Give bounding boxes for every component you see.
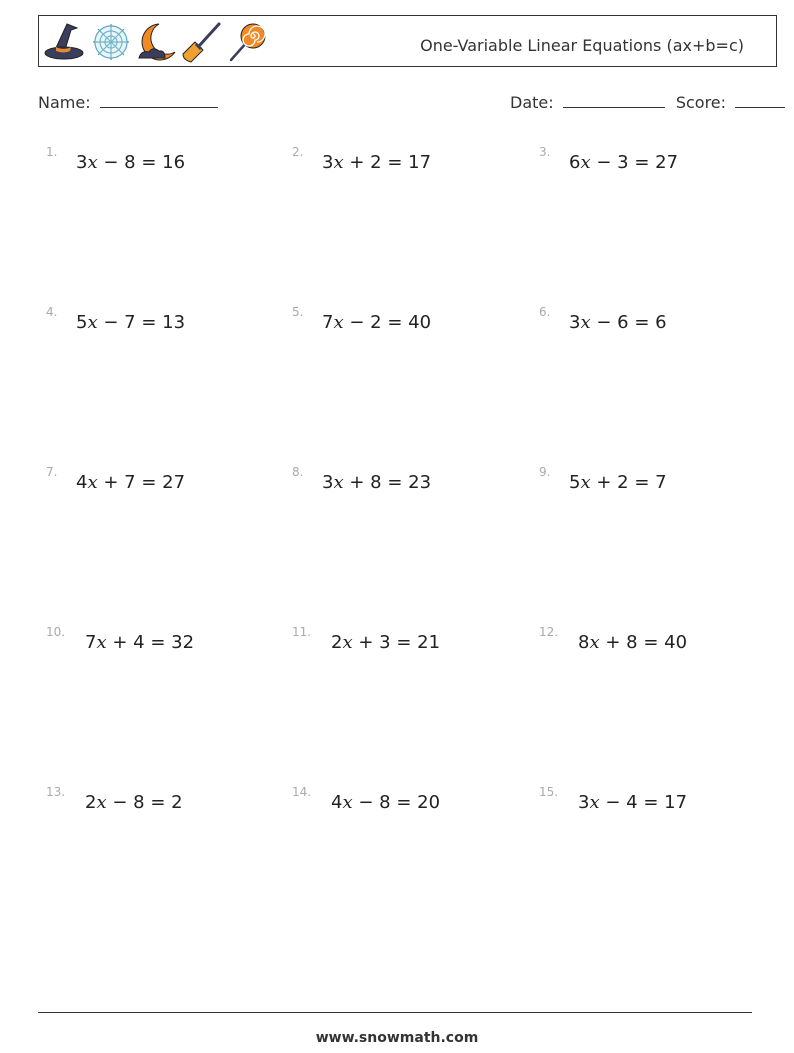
coefficient: 3 [578, 792, 590, 813]
variable: x [580, 312, 591, 333]
coefficient: 3 [322, 472, 334, 493]
problem-number: 2. [292, 145, 304, 159]
operator: − [596, 152, 612, 173]
problem-number: 14. [292, 785, 312, 799]
problem-number: 6. [539, 305, 551, 319]
problem-equation: 3x + 8 = 23 [322, 472, 432, 493]
variable: x [342, 632, 353, 653]
coefficient: 8 [578, 632, 590, 653]
footer-divider [38, 1012, 752, 1013]
result: 13 [162, 312, 186, 333]
constant: 8 [379, 792, 391, 813]
constant: 8 [626, 632, 638, 653]
operator: − [103, 312, 119, 333]
operator: + [349, 152, 365, 173]
date-blank[interactable] [563, 93, 665, 108]
constant: 8 [133, 792, 145, 813]
problem-number: 1. [46, 145, 58, 159]
constant: 4 [626, 792, 638, 813]
variable: x [589, 792, 600, 813]
lollipop-icon [225, 20, 269, 64]
problem-equation: 3x + 2 = 17 [322, 152, 432, 173]
result: 21 [417, 632, 441, 653]
variable: x [333, 472, 344, 493]
problem-equation: 5x − 7 = 13 [76, 312, 186, 333]
result: 6 [655, 312, 667, 333]
constant: 2 [370, 312, 382, 333]
problem-number: 12. [539, 625, 559, 639]
problem-equation: 6x − 3 = 27 [569, 152, 679, 173]
variable: x [87, 472, 98, 493]
variable: x [333, 152, 344, 173]
variable: x [580, 152, 591, 173]
result: 27 [655, 152, 679, 173]
result: 20 [417, 792, 441, 813]
coefficient: 6 [569, 152, 581, 173]
score-blank[interactable] [735, 93, 785, 108]
result: 7 [655, 472, 667, 493]
result: 16 [162, 152, 186, 173]
problem-number: 3. [539, 145, 551, 159]
problem-number: 10. [46, 625, 66, 639]
crescent-moon-icon [135, 20, 179, 64]
operator: + [103, 472, 119, 493]
constant: 4 [133, 632, 145, 653]
result: 27 [162, 472, 186, 493]
problem-number: 13. [46, 785, 66, 799]
constant: 3 [617, 152, 629, 173]
problem-equation: 3x − 6 = 6 [569, 312, 667, 333]
worksheet-header [38, 15, 777, 67]
problem-equation: 8x + 8 = 40 [578, 632, 688, 653]
constant: 7 [124, 472, 136, 493]
coefficient: 4 [76, 472, 88, 493]
result: 23 [408, 472, 432, 493]
problem-equation: 7x − 2 = 40 [322, 312, 432, 333]
broom-icon [179, 20, 223, 64]
problem-number: 4. [46, 305, 58, 319]
variable: x [96, 792, 107, 813]
problem-number: 7. [46, 465, 58, 479]
coefficient: 5 [76, 312, 88, 333]
coefficient: 2 [331, 632, 343, 653]
problem-equation: 3x − 4 = 17 [578, 792, 688, 813]
constant: 2 [617, 472, 629, 493]
operator: + [349, 472, 365, 493]
operator: − [349, 312, 365, 333]
witch-hat-icon [43, 20, 87, 64]
date-field [510, 93, 785, 112]
problem-equation: 4x + 7 = 27 [76, 472, 186, 493]
coefficient: 3 [322, 152, 334, 173]
name-field [38, 93, 218, 112]
variable: x [87, 152, 98, 173]
coefficient: 2 [85, 792, 97, 813]
operator: − [112, 792, 128, 813]
variable: x [333, 312, 344, 333]
problem-number: 8. [292, 465, 304, 479]
constant: 7 [124, 312, 136, 333]
variable: x [87, 312, 98, 333]
coefficient: 3 [76, 152, 88, 173]
problem-equation: 7x + 4 = 32 [85, 632, 195, 653]
score-label: Score: [675, 93, 727, 112]
coefficient: 7 [322, 312, 334, 333]
constant: 8 [124, 152, 136, 173]
operator: + [112, 632, 128, 653]
result: 40 [664, 632, 688, 653]
coefficient: 4 [331, 792, 343, 813]
operator: − [596, 312, 612, 333]
result: 17 [664, 792, 688, 813]
operator: − [358, 792, 374, 813]
variable: x [96, 632, 107, 653]
operator: − [605, 792, 621, 813]
problem-equation: 5x + 2 = 7 [569, 472, 667, 493]
worksheet-title: One-Variable Linear Equations (ax+b=c) [420, 36, 744, 55]
variable: x [580, 472, 591, 493]
constant: 8 [370, 472, 382, 493]
coefficient: 3 [569, 312, 581, 333]
result: 2 [171, 792, 183, 813]
name-blank[interactable] [100, 93, 218, 108]
problem-number: 15. [539, 785, 559, 799]
footer-url: www.snowmath.com [315, 1030, 479, 1046]
coefficient: 7 [85, 632, 97, 653]
constant: 6 [617, 312, 629, 333]
result: 32 [171, 632, 195, 653]
spider-web-icon [89, 20, 133, 64]
name-label: Name: [38, 93, 91, 112]
problem-number: 5. [292, 305, 304, 319]
operator: + [358, 632, 374, 653]
constant: 2 [370, 152, 382, 173]
problem-number: 9. [539, 465, 551, 479]
operator: + [596, 472, 612, 493]
problem-equation: 2x − 8 = 2 [85, 792, 183, 813]
constant: 3 [379, 632, 391, 653]
problem-number: 11. [292, 625, 312, 639]
operator: + [605, 632, 621, 653]
variable: x [342, 792, 353, 813]
problem-equation: 4x − 8 = 20 [331, 792, 441, 813]
variable: x [589, 632, 600, 653]
problem-equation: 2x + 3 = 21 [331, 632, 441, 653]
result: 40 [408, 312, 432, 333]
result: 17 [408, 152, 432, 173]
operator: − [103, 152, 119, 173]
problem-equation: 3x − 8 = 16 [76, 152, 186, 173]
date-label: Date: [510, 93, 554, 112]
coefficient: 5 [569, 472, 581, 493]
